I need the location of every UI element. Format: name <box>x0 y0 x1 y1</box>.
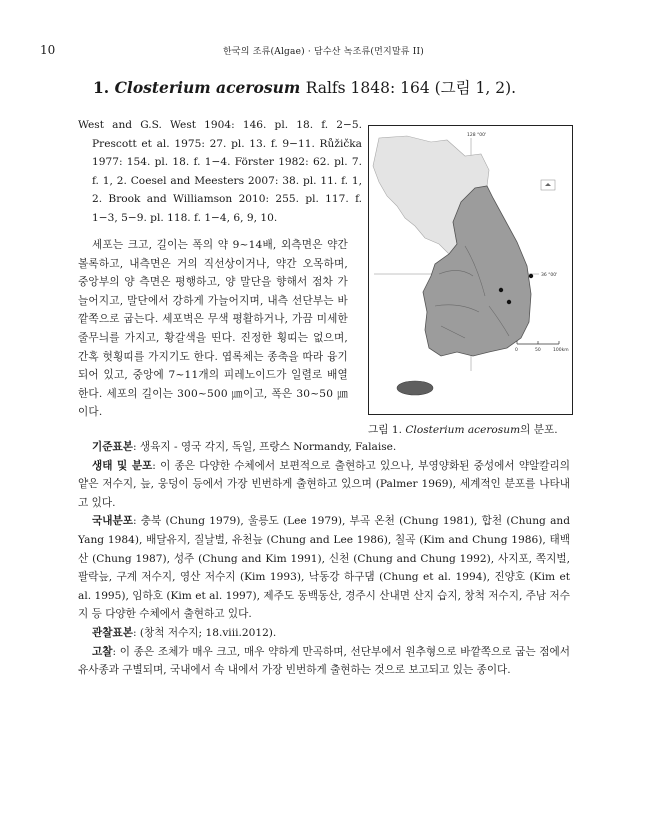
scale-bar <box>515 341 569 353</box>
jeju-island <box>397 381 433 395</box>
caption-prefix: 그림 1. <box>368 424 402 436</box>
section-label: 관찰표본 <box>92 626 133 639</box>
body-sections <box>78 438 570 680</box>
section-domestic-distribution <box>78 512 570 624</box>
section-text: : (창척 저수지; 18.viii.2012). <box>132 626 277 639</box>
section-remarks <box>78 643 570 680</box>
longitude-label: 128 °00' <box>467 133 487 138</box>
species-heading <box>93 76 516 98</box>
record-point <box>507 300 511 304</box>
latitude-label: 36 °00' <box>541 273 558 278</box>
section-label: 국내분포 <box>92 515 133 528</box>
section-type-specimen <box>78 438 570 457</box>
caption-species: Closterium acerosum <box>405 424 521 436</box>
section-label: 기준표본 <box>92 441 133 453</box>
section-text: : 이 종은 다양한 수체에서 보편적으로 출현하고 있으나, 부영양화된 중성에서 약알칼리의 얕은 저수지, 늪, 웅덩이 등에서 가장 빈번하게 출현하고 있으며 (Palmer 1969), 세계적인 분포를 나타내고 있다. <box>78 459 570 509</box>
species-name: Closterium acerosum <box>114 78 301 97</box>
scale-label-0: 0 <box>515 348 518 353</box>
section-ecology <box>78 457 570 513</box>
page-number: 10 <box>40 43 56 57</box>
cell-description: 세포는 크고, 길이는 폭의 약 9~14배, 외측면은 약간 볼록하고, 내측면은 거의 직선상이거나, 약간 오목하며, 중앙부의 양 측면은 평행하고, 양 말단을 향해서 점차 가늘어지고, 말단에서 강하게 가늘어지며, 내측 선단부는 바깥쪽으로 굽는다. 세포벽은 무색 평활하거나, 가끔 미세한 줄무늬를 가지고, 황갈색을 띤다. 진정한 횡띠는 없으며, 간혹 헛횡띠를 가지기도 한다. 엽록체는 종축을 따라 융기되어 있고, 중앙에 7~11개의 피레노이드가 일렬로 배열한다. 세포의 길이는 300~500 ㎛이고, 폭은 30~50 ㎛이다. <box>78 239 348 419</box>
scale-label-100km: 100km <box>553 348 569 353</box>
section-observed-specimen <box>78 624 570 643</box>
section-text: : 생육지 - 영국 각지, 독일, 프랑스 Normandy, Falaise. <box>132 441 397 453</box>
record-point <box>499 288 503 292</box>
caption-suffix: 의 분포. <box>520 424 558 436</box>
running-header: 한국의 조류(Algae) · 담수산 녹조류(먼지말류 II) <box>223 47 424 57</box>
section-text: : 충북 (Chung 1979), 울릉도 (Lee 1979), 부곡 온천 (Chung 1981), 합천 (Chung and Yang 1984), 배달유지, 질날벌, 유천늪 (Chung and Lee 1986), 칠곡 (Kim and Chung 1986), 태백산 (Chung 1987), 성주 (Chung and Kim 1991), 신천 (Chung and Chung 1992), 사지포, 쪽지벌, 팔락늪, 구계 저수지, 영산 저수지 (Kim 1993), 낙동강 하구댐 (Chung et al. 1994), 진양호 (Kim et al. 1995), 임하호 (Kim et al. 1997), 제주도 동백동산, 경주시 산내면 산지 습지, 창척 저수지, 주남 저수지 등 다양한 수체에서 출현하고 있다. <box>78 515 570 621</box>
heading-number: 1. <box>93 78 110 97</box>
reference-list: West and G.S. West 1904: 146. pl. 18. f. 2−5. Prescott et al. 1975: 27. pl. 13. f. 9−11. Růžička 1977: 154. pl. 18. f. 1−4. Förster 1982: 62. pl. 7. f. 1, 2. Coesel and Meesters 2007: 38. pl. 11. f. 1, 2. Brook and Williamson 2010: 255. pl. 117. f. 1−3, 5−9. pl. 118. f. 1−4, 6, 9, 10. <box>78 119 362 224</box>
section-label: 고찰 <box>92 645 113 658</box>
record-point <box>529 274 533 278</box>
heading-authority: Ralfs 1848: 164 (그림 1, 2). <box>305 79 517 97</box>
distribution-map <box>368 125 573 415</box>
section-label: 생태 및 분포 <box>92 459 153 472</box>
korea-map-svg <box>369 126 572 414</box>
figure-caption <box>368 422 558 437</box>
section-text: : 이 종은 조체가 매우 크고, 매우 약하게 만곡하며, 선단부에서 원추형으로 바깥쪽으로 굽는 점에서 유사종과 구별되며, 국내에서 속 내에서 가장 빈번하게 출현하는 것으로 보고되고 있는 종이다. <box>78 645 570 677</box>
scale-label-50: 50 <box>535 348 541 353</box>
